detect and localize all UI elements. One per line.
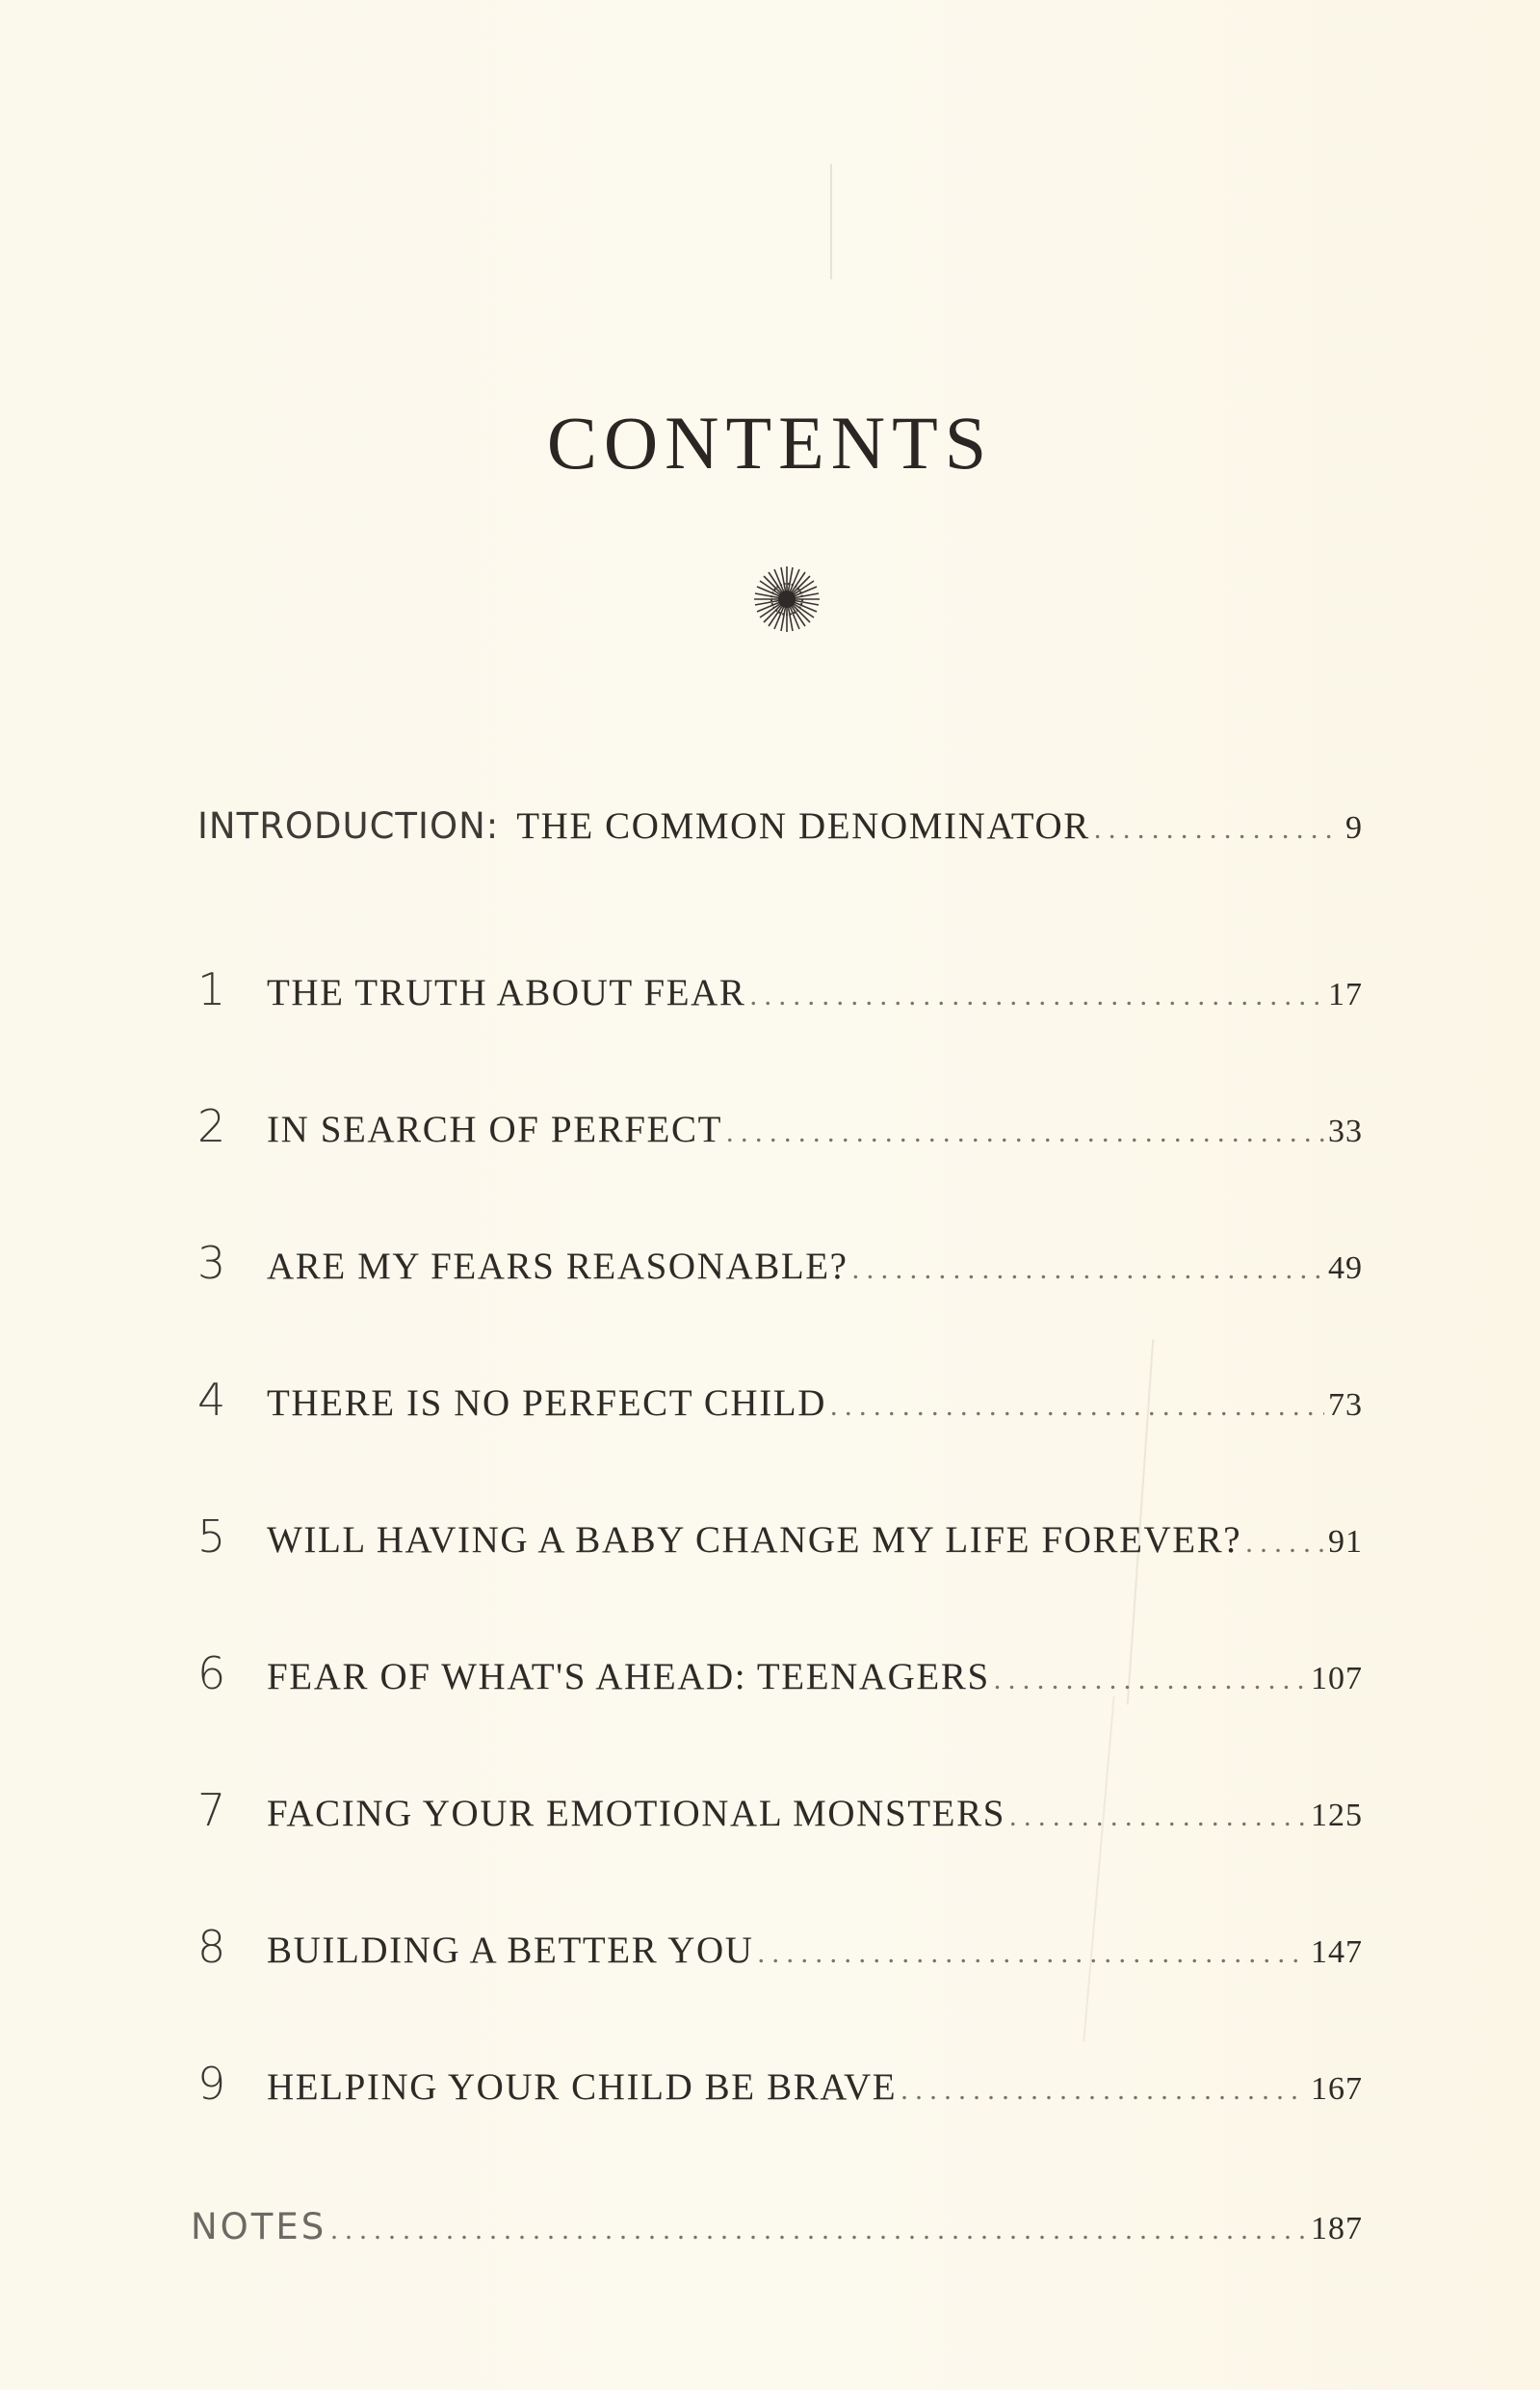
entry-page-number: 33 <box>1328 1114 1363 1149</box>
introduction-prefix: INTRODUCTION: <box>197 805 500 847</box>
toc-entry-chapter-4[interactable] <box>197 1374 1363 1431</box>
toc-entry-chapter-3[interactable] <box>197 1237 1363 1295</box>
entry-title: THERE IS NO PERFECT CHILD <box>267 1382 826 1424</box>
chapter-number: 7 <box>197 1784 227 1836</box>
toc-entry-introduction[interactable] <box>197 804 1363 862</box>
dandelion-ornament-icon <box>744 557 829 642</box>
entry-page-number: 147 <box>1311 1934 1363 1970</box>
entry-title: ARE MY FEARS REASONABLE? <box>267 1246 848 1287</box>
toc-entry-chapter-6[interactable] <box>197 1647 1363 1705</box>
chapter-number: 8 <box>197 1921 227 1973</box>
toc-entry-chapter-5[interactable] <box>197 1510 1363 1568</box>
entry-title: BUILDING A BETTER YOU <box>267 1930 754 1971</box>
entry-title: WILL HAVING A BABY CHANGE MY LIFE FOREVER? <box>267 1519 1242 1561</box>
dot-leader <box>830 1390 1324 1429</box>
toc-entry-chapter-7[interactable] <box>197 1784 1363 1842</box>
entry-title: HELPING YOUR CHILD BE BRAVE <box>267 2066 898 2108</box>
entry-page-number: 125 <box>1311 1798 1363 1833</box>
chapter-number: 1 <box>197 963 227 1015</box>
chapter-number: 3 <box>197 1237 227 1289</box>
toc-entry-chapter-8[interactable] <box>197 1921 1363 1979</box>
dot-leader <box>994 1664 1307 1702</box>
dot-leader <box>901 2074 1307 2113</box>
toc-entry-notes[interactable] <box>191 2206 1363 2264</box>
chapter-number: 2 <box>197 1100 227 1152</box>
entry-page-number: 17 <box>1328 977 1363 1012</box>
entry-page-number: 49 <box>1328 1250 1363 1286</box>
entry-page-number: 167 <box>1311 2071 1363 2107</box>
toc-entry-chapter-9[interactable] <box>197 2058 1363 2115</box>
entry-title: THE COMMON DENOMINATOR <box>516 805 1090 847</box>
page-title: CONTENTS <box>546 401 994 485</box>
entry-title: IN SEARCH OF PERFECT <box>267 1109 722 1150</box>
dot-leader <box>1245 1527 1324 1565</box>
chapter-number: 6 <box>197 1647 227 1699</box>
paper-crease <box>1083 1696 1114 2042</box>
dot-leader <box>726 1116 1324 1155</box>
entry-page-number: 9 <box>1345 810 1363 846</box>
notes-label: NOTES <box>191 2206 327 2247</box>
dot-leader <box>1009 1800 1307 1839</box>
chapter-number: 4 <box>197 1374 227 1426</box>
chapter-number: 9 <box>197 2058 227 2110</box>
entry-page-number: 91 <box>1328 1524 1363 1560</box>
entry-page-number: 73 <box>1328 1387 1363 1423</box>
chapter-number: 5 <box>197 1510 227 1563</box>
entry-page-number: 187 <box>1311 2211 1363 2246</box>
dot-leader <box>852 1253 1324 1292</box>
dot-leader <box>1094 813 1342 852</box>
dot-leader <box>750 980 1324 1018</box>
entry-page-number: 107 <box>1311 1661 1363 1696</box>
entry-title: THE TRUTH ABOUT FEAR <box>267 972 746 1013</box>
entry-title: FEAR OF WHAT'S AHEAD: TEENAGERS <box>267 1656 990 1697</box>
dot-leader <box>758 1937 1307 1976</box>
toc-entry-chapter-2[interactable] <box>197 1100 1363 1158</box>
entry-title: FACING YOUR EMOTIONAL MONSTERS <box>267 1793 1005 1834</box>
dot-leader <box>330 2214 1307 2252</box>
paper-crease <box>830 164 832 279</box>
toc-entry-chapter-1[interactable] <box>197 963 1363 1021</box>
